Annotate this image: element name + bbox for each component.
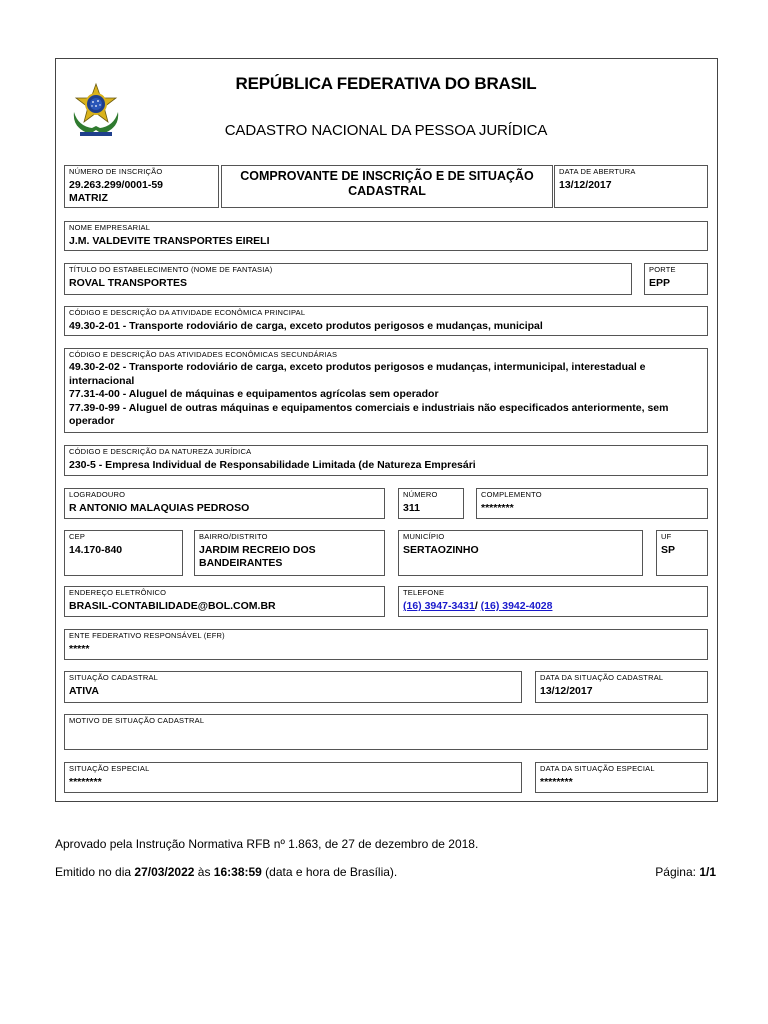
- inscricao-numero: 29.263.299/0001-59: [69, 179, 164, 191]
- logradouro-box: [64, 488, 385, 519]
- atividade-principal-label: CÓDIGO E DESCRIÇÃO DA ATIVIDADE ECONÔMICA PRINCIPAL: [69, 308, 306, 317]
- motivo-label: MOTIVO DE SITUAÇÃO CADASTRAL: [69, 716, 205, 725]
- emission-date: 27/03/2022: [134, 865, 195, 879]
- data-situacao-especial-box: [535, 762, 708, 793]
- inscricao-tipo: MATRIZ: [69, 192, 108, 204]
- list-item: 49.30-2-02 - Transporte rodoviário de carga, exceto produtos perigosos e mudanças, intermunicipal, interestadual e internacional: [69, 361, 646, 387]
- data-situacao-especial-value: ********: [540, 776, 573, 788]
- fantasia-label: TÍTULO DO ESTABELECIMENTO (NOME DE FANTASIA): [69, 265, 273, 274]
- complemento-label: COMPLEMENTO: [481, 490, 542, 499]
- telefone-label: TELEFONE: [403, 588, 445, 597]
- approval-note: Aprovado pela Instrução Normativa RFB nº 1.863, de 27 de dezembro de 2018.: [55, 837, 479, 851]
- cep-value: 14.170-840: [69, 544, 123, 556]
- inscricao-box: [64, 165, 219, 208]
- numero-box: [398, 488, 464, 519]
- telefone-box: [398, 586, 708, 617]
- atividade-principal-box: [64, 306, 708, 336]
- nome-empresarial-label: NOME EMPRESARIAL: [69, 223, 151, 232]
- atividades-secundarias-box: [64, 348, 708, 433]
- page-indicator: [655, 865, 716, 879]
- logradouro-label: LOGRADOURO: [69, 490, 126, 499]
- fantasia-value: ROVAL TRANSPORTES: [69, 277, 188, 289]
- municipio-box: [398, 530, 643, 576]
- natureza-juridica-label: CÓDIGO E DESCRIÇÃO DA NATUREZA JURÍDICA: [69, 447, 252, 456]
- porte-value: EPP: [649, 277, 671, 289]
- data-situacao-especial-label: DATA DA SITUAÇÃO ESPECIAL: [540, 764, 655, 773]
- atividades-secundarias-list: [69, 361, 701, 429]
- natureza-juridica-box: [64, 445, 708, 476]
- emission-prefix: Emitido no dia: [55, 865, 135, 879]
- data-situacao-label: DATA DA SITUAÇÃO CADASTRAL: [540, 673, 664, 682]
- list-item: 77.31-4-00 - Aluguel de máquinas e equipamentos agrícolas sem operador: [69, 388, 439, 400]
- situacao-especial-box: [64, 762, 522, 793]
- situacao-especial-label: SITUAÇÃO ESPECIAL: [69, 764, 150, 773]
- email-label: ENDEREÇO ELETRÔNICO: [69, 588, 167, 597]
- efr-label: ENTE FEDERATIVO RESPONSÁVEL (EFR): [69, 631, 225, 640]
- uf-box: [656, 530, 708, 576]
- nome-empresarial-value: J.M. VALDEVITE TRANSPORTES EIRELI: [69, 235, 270, 247]
- abertura-box: [554, 165, 708, 208]
- emission-time: 16:38:59: [213, 865, 262, 879]
- phone-link-2[interactable]: (16) 3942-4028: [480, 600, 553, 612]
- bairro-label: BAIRRO/DISTRITO: [199, 532, 268, 541]
- phone-link-1[interactable]: (16) 3947-3431: [403, 600, 475, 612]
- motivo-box: [64, 714, 708, 750]
- fantasia-box: [64, 263, 632, 295]
- logradouro-value: R ANTONIO MALAQUIAS PEDROSO: [69, 502, 250, 514]
- bairro-box: [194, 530, 385, 576]
- complemento-value: ********: [481, 502, 514, 514]
- situacao-label: SITUAÇÃO CADASTRAL: [69, 673, 159, 682]
- comprovante-box: [221, 165, 553, 208]
- email-value: BRASIL-CONTABILIDADE@BOL.COM.BR: [69, 600, 276, 612]
- page-value: 1/1: [699, 865, 716, 879]
- bairro-value: JARDIM RECREIO DOS BANDEIRANTES: [199, 544, 316, 569]
- situacao-especial-value: ********: [69, 776, 102, 788]
- cep-box: [64, 530, 183, 576]
- list-item: 77.39-0-99 - Aluguel de outras máquinas e equipamentos comerciais e industriais não especificados anteriormente, sem operador: [69, 401, 669, 427]
- abertura-label: DATA DE ABERTURA: [559, 167, 636, 176]
- emission-suffix: (data e hora de Brasília).: [261, 865, 398, 879]
- abertura-value: 13/12/2017: [559, 179, 612, 191]
- municipio-value: SERTAOZINHO: [403, 544, 479, 556]
- page-subtitle: CADASTRO NACIONAL DA PESSOA JURÍDICA: [224, 122, 548, 139]
- data-situacao-box: [535, 671, 708, 703]
- uf-label: UF: [661, 532, 672, 541]
- coat-of-arms-icon: [70, 82, 122, 138]
- numero-label: NÚMERO: [403, 490, 438, 499]
- page-title: REPÚBLICA FEDERATIVA DO BRASIL: [235, 74, 537, 93]
- efr-value: *****: [69, 643, 90, 655]
- atividade-principal-value: 49.30-2-01 - Transporte rodoviário de carga, exceto produtos perigosos e mudanças, municipal: [69, 320, 543, 332]
- cep-label: CEP: [69, 532, 86, 541]
- emission-info: [55, 865, 397, 879]
- uf-value: SP: [661, 544, 676, 556]
- phone-separator: /: [474, 600, 481, 612]
- page-label: Página:: [655, 865, 700, 879]
- email-box: [64, 586, 385, 617]
- natureza-juridica-value: 230-5 - Empresa Individual de Responsabilidade Limitada (de Natureza Empresári: [69, 459, 476, 471]
- data-situacao-value: 13/12/2017: [540, 685, 593, 697]
- situacao-value: ATIVA: [69, 685, 99, 697]
- porte-label: PORTE: [649, 265, 676, 274]
- efr-box: [64, 629, 708, 660]
- situacao-box: [64, 671, 522, 703]
- complemento-box: [476, 488, 708, 519]
- emission-mid: às: [194, 865, 214, 879]
- comprovante-title: COMPROVANTE DE INSCRIÇÃO E DE SITUAÇÃO CADASTRAL: [240, 169, 534, 198]
- municipio-label: MUNICÍPIO: [403, 532, 445, 541]
- telefone-value: [403, 600, 552, 613]
- atividades-secundarias-label: CÓDIGO E DESCRIÇÃO DAS ATIVIDADES ECONÔMICAS SECUNDÁRIAS: [69, 350, 338, 359]
- porte-box: [644, 263, 708, 295]
- nome-empresarial-box: [64, 221, 708, 251]
- inscricao-label: NÚMERO DE INSCRIÇÃO: [69, 167, 163, 176]
- numero-value: 311: [403, 502, 420, 514]
